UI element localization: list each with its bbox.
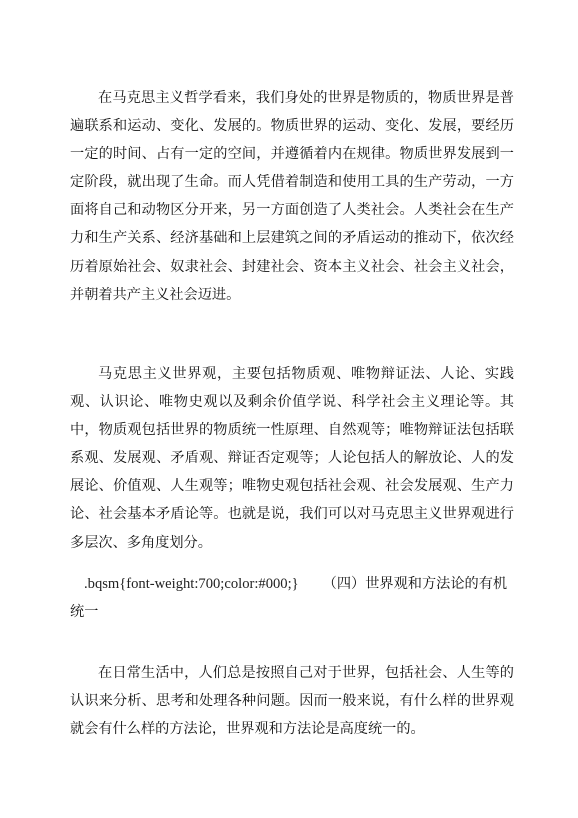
paragraph-materialist-world: 在马克思主义哲学看来，我们身处的世界是物质的，物质世界是普遍联系和运动、变化、发展的。物质世界的运动、变化、发展，要经历一定的时间、占有一定的空间，并遵循着内在规律。物质世界发展到一定阶段，就出现了生命。而人凭借着制造和使用工具的生产劳动，一方面将自己和动物区分开来，另一方面创造了人类社会。人类社会在生产力和生产关系、经济基础和上层建筑之间的矛盾运动的推动下，依次经历着原始社会、奴隶社会、封建社会、资本主义社会、社会主义社会，并朝着共产主义社会迈进。 [70,90,514,303]
css-fragment-text: .bqsm{font-weight:700;color:#000;} [84,576,299,592]
paragraph-marxist-worldview: 马克思主义世界观，主要包括物质观、唯物辩证法、人论、实践观、认识论、唯物史观以及剩余价值学说、科学社会主义理论等。其中，物质观包括世界的物质统一性原理、自然观等；唯物辩证法包括联系观、发展观、矛盾观、辩证否定观等；人论包括人的解放论、人的发展论、价值观、人生观等；唯物史观包括社会观、社会发展观、生产力论、社会基本矛盾论等。也就是说，我们可以对马克思主义世界观进行多层次、多角度划分。 [70,366,514,551]
section-heading [70,570,514,626]
paragraph-daily-life: 在日常生活中，人们总是按照自己对于世界，包括社会、人生等的认识来分析、思考和处理各种问题。因而一般来说，有什么样的世界观就会有什么样的方法论，世界观和方法论是高度统一的。 [70,665,514,738]
section-heading-title: （四）世界观和方法论的有机统一 [70,576,508,621]
